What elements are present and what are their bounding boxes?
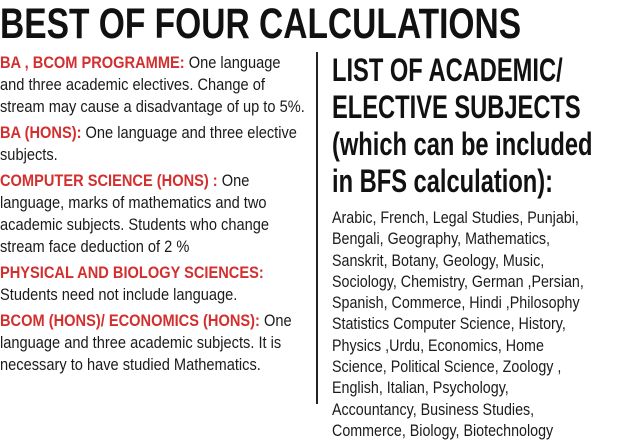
criteria-section-bcom-economics (0, 310, 308, 376)
criteria-paragraph (0, 170, 306, 258)
subjects-line: Commerce, Biology, Biotechnology (332, 420, 554, 440)
criteria-paragraph (0, 52, 306, 118)
subjects-heading-line: ELECTIVE SUBJECTS (332, 89, 581, 125)
criteria-heading: COMPUTER SCIENCE (HONS) : (0, 171, 218, 190)
subjects-line: Physics ,Urdu, Economics, Home (332, 335, 544, 355)
subjects-line: Sanskrit, Botany, Geology, Music, (332, 250, 545, 270)
criteria-heading: BA (HONS): (0, 123, 82, 142)
criteria-text: One language, marks of mathematics and two academic subjects. Students who change stream face deduction of 2 % (0, 171, 270, 256)
criteria-section-computer-science (0, 170, 308, 258)
subjects-heading-line: LIST OF ACADEMIC/ (332, 52, 563, 88)
subjects-heading-line: (which can be included (332, 126, 593, 162)
criteria-paragraph (0, 310, 306, 376)
criteria-section-ba-bcom (0, 52, 308, 118)
subjects-line: Accountancy, Business Studies, (332, 399, 535, 419)
criteria-paragraph (0, 262, 306, 306)
subjects-line: Bengali, Geography, Mathematics, (332, 229, 551, 249)
headline: BEST OF FOUR CALCULATIONS (0, 0, 522, 48)
subjects-line: Science, Political Science, Zoology , (332, 357, 562, 377)
criteria-text: One language and three academic subjects. It is necessary to have studied Mathematics. (0, 311, 292, 374)
subjects-line: English, Italian, Psychology, (332, 378, 509, 398)
criteria-text: One language and three elective subjects. (0, 123, 297, 164)
criteria-section-physical-biology (0, 262, 308, 306)
subjects-column (332, 52, 637, 441)
criteria-paragraph (0, 122, 306, 166)
subjects-list (332, 207, 638, 441)
criteria-text: One language and three academic electives. Change of stream may cause a disadvantage of up to 5%. (0, 53, 305, 116)
subjects-heading-line: in BFS calculation): (332, 163, 554, 199)
criteria-heading: BCOM (HONS)/ ECONOMICS (HONS): (0, 311, 260, 330)
subjects-heading (332, 52, 643, 200)
column-divider (316, 52, 318, 404)
criteria-heading: PHYSICAL AND BIOLOGY SCIENCES: (0, 263, 264, 282)
criteria-heading: BA , BCOM PROGRAMME: (0, 53, 185, 72)
criteria-section-ba-hons (0, 122, 308, 166)
subjects-line: Statistics Computer Science, History, (332, 314, 566, 334)
criteria-column (0, 52, 308, 380)
subjects-line: Spanish, Commerce, Hindi ,Philosophy (332, 293, 580, 313)
subjects-line: Sociology, Chemistry, German ,Persian, (332, 271, 584, 291)
criteria-text: Students need not include language. (0, 285, 238, 304)
subjects-line: Arabic, French, Legal Studies, Punjabi, (332, 208, 579, 227)
